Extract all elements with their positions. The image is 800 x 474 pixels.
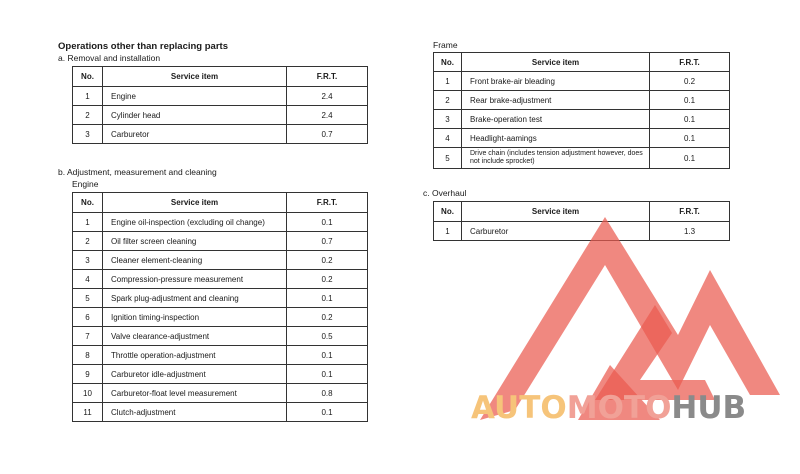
section-c-heading: c. Overhaul <box>423 188 467 198</box>
table-row <box>73 384 368 403</box>
row-number: 7 <box>73 327 103 346</box>
col-item-header: Service item <box>103 193 287 213</box>
table-row <box>73 232 368 251</box>
row-number: 3 <box>434 110 462 129</box>
col-no-header: No. <box>73 67 103 87</box>
service-item: Carburetor <box>103 125 287 144</box>
col-item-header: Service item <box>462 202 650 222</box>
service-item: Front brake-air bleading <box>462 72 650 91</box>
row-number: 4 <box>434 129 462 148</box>
frt-value: 0.8 <box>287 384 368 403</box>
row-number: 10 <box>73 384 103 403</box>
frt-value: 0.7 <box>287 232 368 251</box>
col-frt-header: F.R.T. <box>650 53 730 72</box>
col-item-header: Service item <box>103 67 287 87</box>
row-number: 8 <box>73 346 103 365</box>
row-number: 1 <box>73 87 103 106</box>
row-number: 1 <box>434 72 462 91</box>
table-row <box>73 365 368 384</box>
engine-table <box>72 192 368 422</box>
frt-value: 0.2 <box>650 72 730 91</box>
col-no-header: No. <box>73 193 103 213</box>
service-item: Throttle operation-adjustment <box>103 346 287 365</box>
row-number: 1 <box>434 222 462 241</box>
frame-table <box>433 52 730 169</box>
frt-value: 2.4 <box>287 106 368 125</box>
col-no-header: No. <box>434 53 462 72</box>
frt-value: 0.1 <box>650 129 730 148</box>
row-number: 1 <box>73 213 103 232</box>
frt-value: 0.1 <box>287 289 368 308</box>
frt-value: 0.1 <box>287 346 368 365</box>
row-number: 4 <box>73 270 103 289</box>
frt-value: 0.2 <box>287 270 368 289</box>
service-item: Ignition timing-inspection <box>103 308 287 327</box>
table-row <box>434 148 730 169</box>
table-row <box>434 91 730 110</box>
table-row <box>434 110 730 129</box>
service-item: Carburetor <box>462 222 650 241</box>
frt-value: 0.2 <box>287 308 368 327</box>
table-row <box>73 106 368 125</box>
table-row <box>73 289 368 308</box>
table-row <box>73 346 368 365</box>
table-row <box>73 270 368 289</box>
frt-value: 0.1 <box>287 403 368 422</box>
col-frt-header: F.R.T. <box>287 193 368 213</box>
service-item: Valve clearance-adjustment <box>103 327 287 346</box>
row-number: 3 <box>73 125 103 144</box>
frt-value: 2.4 <box>287 87 368 106</box>
row-number: 3 <box>73 251 103 270</box>
table-row <box>73 308 368 327</box>
table-row <box>434 129 730 148</box>
section-a-heading: a. Removal and installation <box>58 53 161 63</box>
frt-value: 1.3 <box>650 222 730 241</box>
section-b-heading: b. Adjustment, measurement and cleaning <box>58 167 217 177</box>
service-item: Cylinder head <box>103 106 287 125</box>
brand-hub: HUB <box>671 390 747 426</box>
row-number: 2 <box>73 106 103 125</box>
row-number: 2 <box>434 91 462 110</box>
service-item: Engine oil-inspection (excluding oil change) <box>103 213 287 232</box>
table-row <box>73 125 368 144</box>
service-item: Rear brake-adjustment <box>462 91 650 110</box>
frame-label: Frame <box>433 40 458 50</box>
engine-label: Engine <box>72 179 99 189</box>
row-number: 5 <box>434 148 462 169</box>
table-row <box>73 327 368 346</box>
service-item: Carburetor idle-adjustment <box>103 365 287 384</box>
table-row <box>73 87 368 106</box>
frt-value: 0.7 <box>287 125 368 144</box>
brand-auto: AUTO <box>471 390 567 426</box>
service-item: Headlight-aamings <box>462 129 650 148</box>
section-title: Operations other than replacing parts <box>58 41 228 52</box>
watermark-brand <box>471 390 746 426</box>
service-item: Engine <box>103 87 287 106</box>
service-item: Brake-operation test <box>462 110 650 129</box>
row-number: 2 <box>73 232 103 251</box>
service-item: Cleaner element-cleaning <box>103 251 287 270</box>
table-row <box>434 72 730 91</box>
frt-value: 0.5 <box>287 327 368 346</box>
service-item: Clutch-adjustment <box>103 403 287 422</box>
service-item: Oil filter screen cleaning <box>103 232 287 251</box>
frt-value: 0.1 <box>650 110 730 129</box>
service-item: Compression-pressure measurement <box>103 270 287 289</box>
service-item: Carburetor-float level measurement <box>103 384 287 403</box>
table-row <box>73 213 368 232</box>
service-item: Spark plug-adjustment and cleaning <box>103 289 287 308</box>
service-item: Drive chain (includes tension adjustment however, does not include sprocket) <box>462 148 650 169</box>
col-frt-header: F.R.T. <box>650 202 730 222</box>
brand-moto: MOTO <box>566 390 672 426</box>
table-row <box>73 403 368 422</box>
col-no-header: No. <box>434 202 462 222</box>
row-number: 6 <box>73 308 103 327</box>
frt-value: 0.2 <box>287 251 368 270</box>
removal-table <box>72 66 368 144</box>
frt-value: 0.1 <box>287 365 368 384</box>
frt-value: 0.1 <box>650 148 730 169</box>
row-number: 5 <box>73 289 103 308</box>
row-number: 11 <box>73 403 103 422</box>
frt-value: 0.1 <box>650 91 730 110</box>
table-row <box>73 251 368 270</box>
row-number: 9 <box>73 365 103 384</box>
col-frt-header: F.R.T. <box>287 67 368 87</box>
col-item-header: Service item <box>462 53 650 72</box>
frt-value: 0.1 <box>287 213 368 232</box>
